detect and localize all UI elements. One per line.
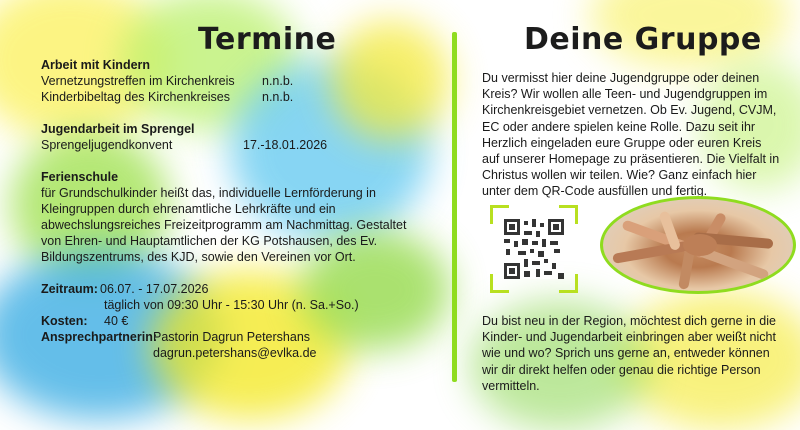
event-date: n.n.b.: [262, 74, 294, 88]
gruppe-title: Deine Gruppe: [524, 22, 762, 57]
qr-code[interactable]: [490, 205, 578, 293]
ferienschule-text-line: Bildungszentrums, des KJD, sowie den Vereinen vor Ort.: [41, 250, 356, 264]
gruppe-newcomer-paragraph: Du bist neu in der Region, möchtest dich gerne in die Kinder- und Jugendarbeit einbringen aber weißt nicht wie und wo? Sprich uns gerne an, entweder können wir dir direkt helfen oder genau die richtige Person vermitteln.: [482, 314, 776, 393]
event-label: Kinderbibeltag des Kirchenkreises: [41, 90, 230, 104]
ferienschule-text-line: von Ehren- und Hauptamtlichen der KG Potshausen, des Ev.: [41, 234, 378, 248]
zeitraum-detail: täglich von 09:30 Uhr - 15:30 Uhr (n. Sa.+So.): [104, 298, 359, 312]
zeitraum-label: Zeitraum:: [41, 282, 98, 296]
qr-code-pattern: [504, 219, 564, 279]
kosten-value: 40 €: [104, 314, 129, 328]
ferienschule-text-line: Kleingruppen durch ehrenamtliche Lehrkräfte und ein: [41, 202, 336, 216]
contact-label: Ansprechpartnerin:: [41, 330, 157, 344]
kosten-label: Kosten:: [41, 314, 88, 328]
contact-name: Pastorin Dagrun Petershans: [153, 330, 311, 344]
section-heading-kinder: Arbeit mit Kindern: [41, 58, 151, 72]
contact-email[interactable]: dagrun.petershans@evlka.de: [153, 346, 317, 360]
vertical-divider: [452, 32, 457, 382]
termine-title: Termine: [198, 22, 337, 57]
gruppe-intro-paragraph: Du vermisst hier deine Jugendgruppe oder deinen Kreis? Wir wollen alle Teen- und Jugendgruppen im Kirchenkreisgebiet vernetzen. Ob Ev. Jugend, CVJM, EC oder andere spielen keine Rolle. Dazu seit ihr Herzlich eingeladen eure Gruppe oder euren Kreis auf unserer Homepage zu präsentieren. Die Vielfalt in Christus wollen wir teilen. Wie? Ganz einfach hier unter dem QR-Code ausfüllen und fertig.: [482, 71, 780, 199]
team-hands-photo: [600, 196, 796, 294]
event-date: n.n.b.: [262, 90, 294, 104]
section-heading-ferienschule: Ferienschule: [41, 170, 119, 184]
section-heading-jugend: Jugendarbeit im Sprengel: [41, 122, 195, 136]
event-label: Sprengeljugendkonvent: [41, 138, 173, 152]
ferienschule-text-line: abwechslungsreiches Freizeitprogramm am Nachmittag. Gestaltet: [41, 218, 407, 232]
ferienschule-text-line: für Grundschulkinder heißt das, individuelle Lernförderung in: [41, 186, 376, 200]
event-date: 17.-18.01.2026: [243, 138, 328, 152]
event-label: Vernetzungstreffen im Kirchenkreis: [41, 74, 235, 88]
zeitraum-value: 06.07. - 17.07.2026: [100, 282, 209, 296]
